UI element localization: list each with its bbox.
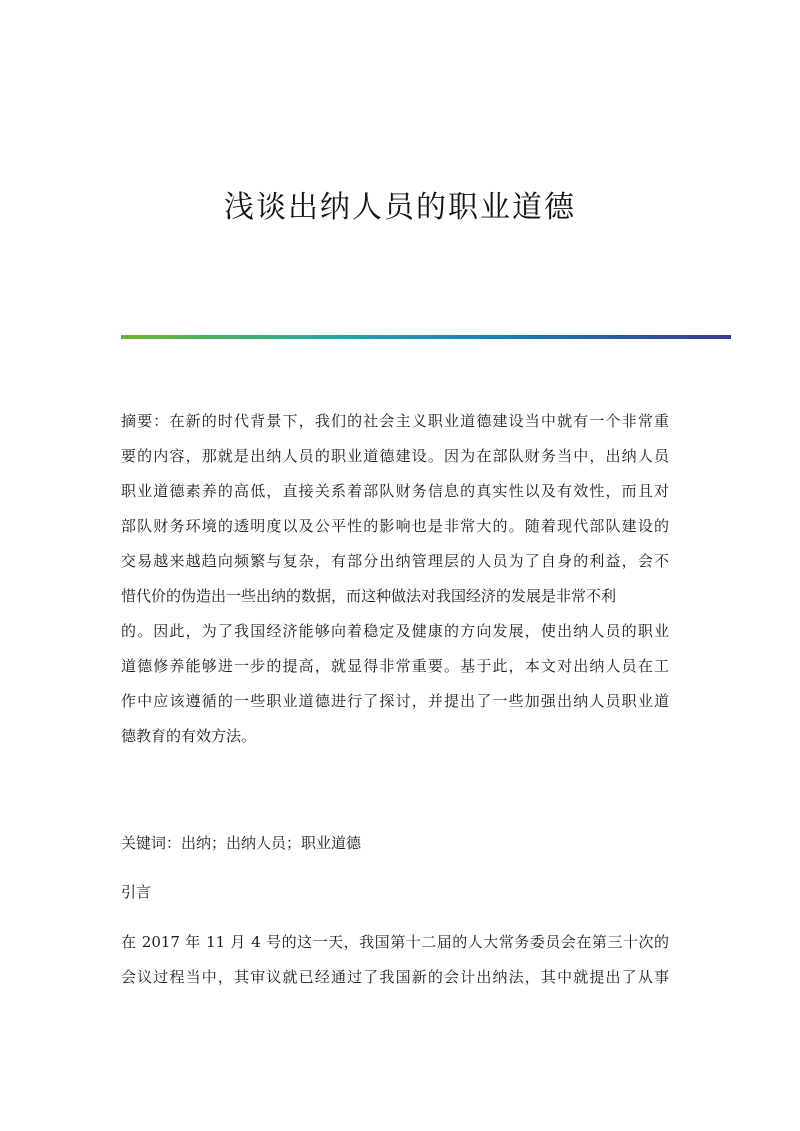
abstract-line: 部队财务环境的透明度以及公平性的影响也是非常大的。随着现代部队建设的 — [121, 517, 669, 535]
abstract — [121, 404, 669, 754]
abstract-line: 作中应该遵循的一些职业道德进行了探讨，并提出了一些加强出纳人员职业道 — [121, 692, 669, 710]
title-divider — [121, 335, 731, 339]
intro-line: 在 2017 年 11 月 4 号的这一天，我国第十二届的人大常务委员会在第三十次的 — [121, 933, 669, 951]
abstract-line: 德教育的有效方法。 — [121, 727, 257, 745]
section-heading-intro: 引言 — [121, 883, 152, 901]
abstract-line: 道德修养能够进一步的提高，就显得非常重要。基于此，本文对出纳人员在工 — [121, 657, 669, 675]
intro-line: 会议过程当中，其审议就已经通过了我国新的会计出纳法，其中就提出了从事 — [121, 968, 669, 986]
abstract-line: 惜代价的伪造出一些出纳的数据，而这种做法对我国经济的发展是非常不利 — [121, 587, 617, 605]
abstract-line: 交易越来越趋向频繁与复杂，有部分出纳管理层的人员为了自身的利益，会不 — [121, 552, 669, 570]
keywords: 关键词：出纳；出纳人员；职业道德 — [121, 834, 362, 852]
abstract-line: 的。因此，为了我国经济能够向着稳定及健康的方向发展，使出纳人员的职业 — [121, 622, 669, 640]
abstract-line: 摘要：在新的时代背景下，我们的社会主义职业道德建设当中就有一个非常重 — [121, 412, 669, 430]
abstract-line: 职业道德素养的高低，直接关系着部队财务信息的真实性以及有效性，而且对 — [121, 482, 669, 500]
intro-paragraph — [121, 925, 669, 995]
document-title: 浅谈出纳人员的职业道德 — [224, 190, 576, 225]
abstract-line: 要的内容，那就是出纳人员的职业道德建设。因为在部队财务当中，出纳人员 — [121, 447, 669, 465]
